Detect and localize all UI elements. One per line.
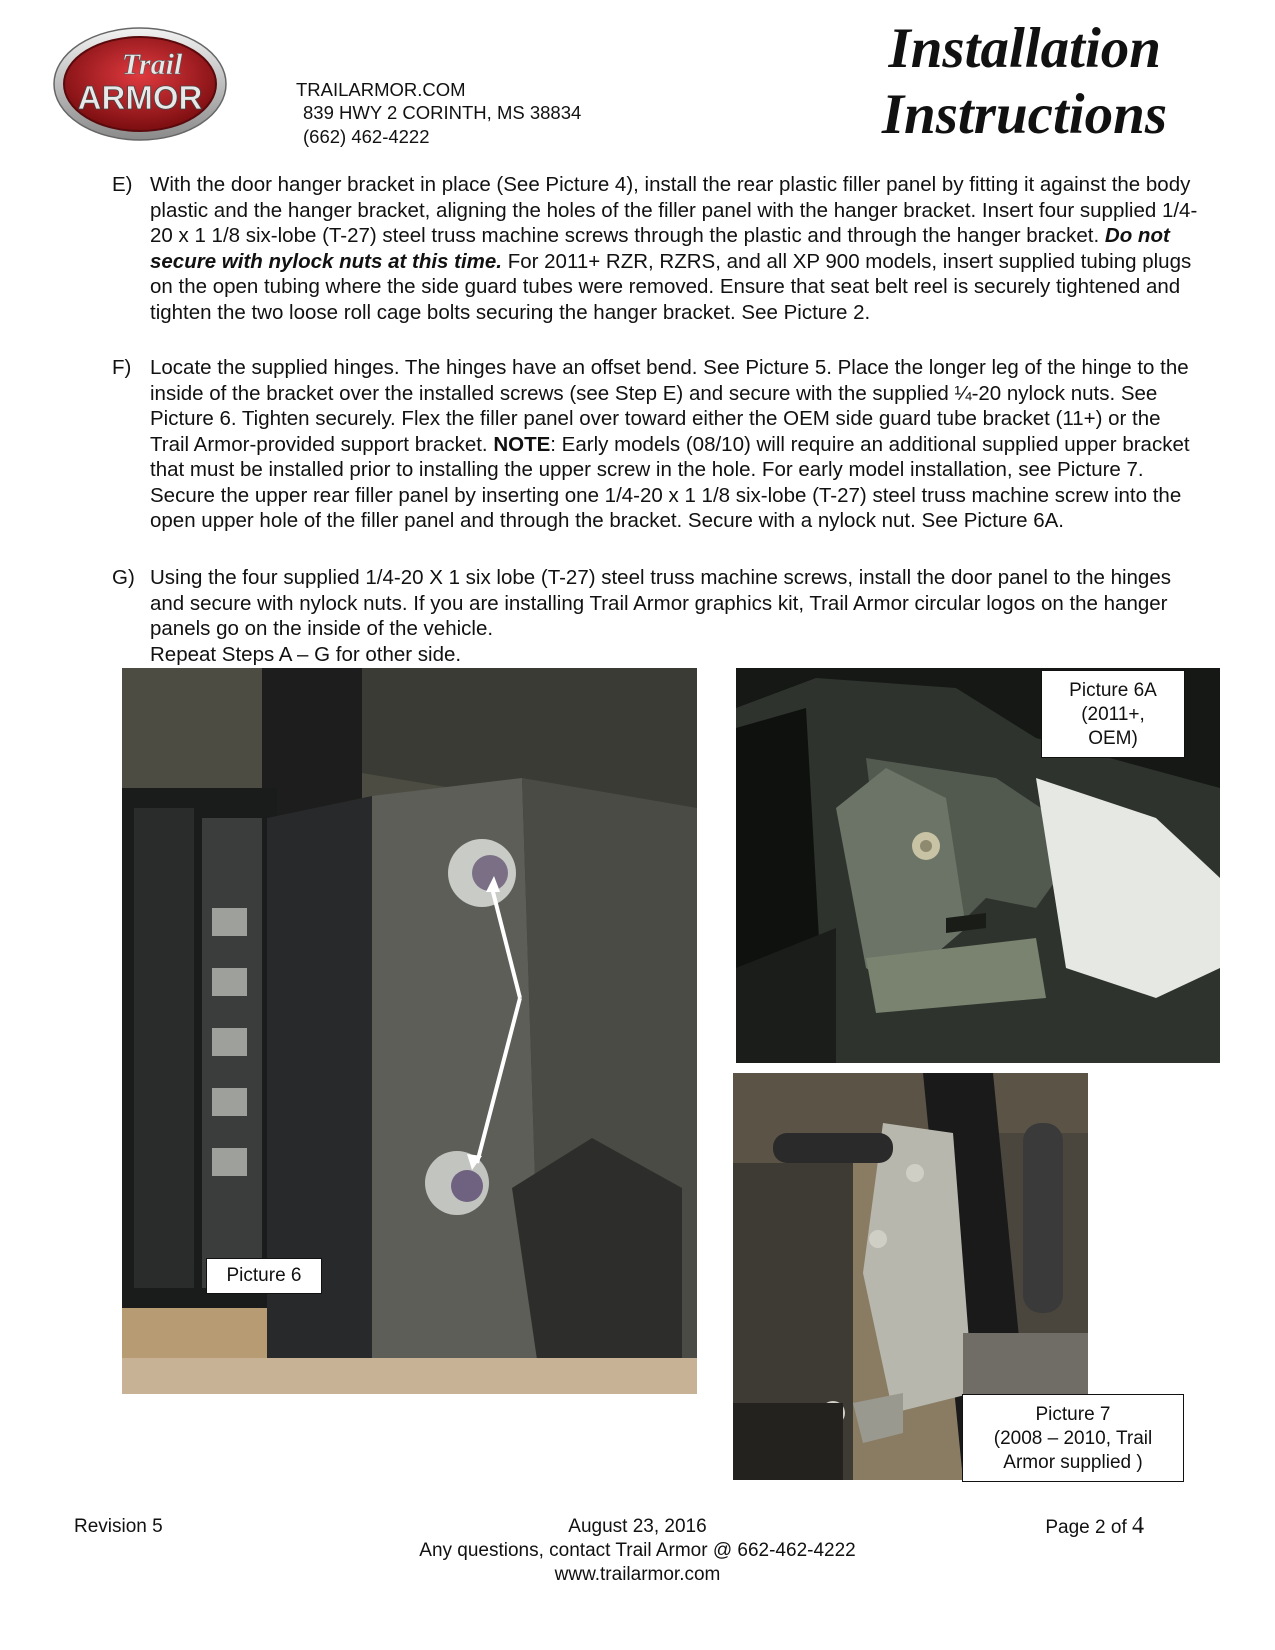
label-line: Picture 7 xyxy=(1035,1404,1111,1425)
step-note-label: NOTE xyxy=(493,432,551,456)
step-body xyxy=(150,172,1202,325)
svg-text:ARMOR: ARMOR xyxy=(77,79,203,116)
page-title-line2: Instructions xyxy=(881,83,1167,146)
step-body xyxy=(150,355,1202,534)
page-total: 4 xyxy=(1132,1513,1144,1539)
step-text: Using the four supplied 1/4-20 X 1 six lobe (T-27) steel truss machine screws, install the door panel to the hinges and secure with nylock nuts. If you are installing Trail Armor graphics kit, Trail Armor circular logos on the hanger panels go on the inside of the vehicle. xyxy=(150,566,1171,640)
page-title-line1: Installation xyxy=(888,17,1161,80)
picture-7-label xyxy=(962,1394,1184,1482)
step-letter: F) xyxy=(112,356,132,379)
step-e xyxy=(112,172,1202,325)
footer-date: August 23, 2016 xyxy=(568,1516,707,1537)
picture-6a-label xyxy=(1041,670,1185,758)
step-f xyxy=(112,355,1202,534)
label-line: Armor supplied ) xyxy=(1003,1452,1143,1473)
label-line: (2008 – 2010, Trail xyxy=(993,1428,1153,1449)
step-letter: G) xyxy=(112,566,135,589)
company-website: TRAILARMOR.COM xyxy=(296,79,466,100)
step-body xyxy=(150,565,1202,667)
label-line: OEM) xyxy=(1088,728,1138,749)
step-text: : Early models (08/10) will require an additional supplied upper bracket that must be installed prior to installing the upper screw in the hole. For early model installation, see Picture 7. Secure the upper rear filler panel by inserting one 1/4-20 x 1 1/8 six-lobe (T-27) steel truss machine screw into the open upper hole of the filler panel and through the bracket. Secure with a nylock nut. See Picture 6A. xyxy=(150,432,1190,532)
step-warning: Do not secure with nylock nuts at this time. xyxy=(150,224,1170,273)
footer-url-link[interactable]: www.trailarmor.com xyxy=(554,1564,721,1585)
footer-revision: Revision 5 xyxy=(74,1516,163,1537)
step-text: With the door hanger bracket in place (See Picture 4), install the rear plastic filler panel by fitting it against the body plastic and the hanger bracket, aligning the holes of the filler panel with the hanger bracket. Insert four supplied 1/4-20 x 1 1/8 six-lobe (T-27) steel truss machine screws through the plastic and through the hanger bracket. xyxy=(150,173,1198,247)
label-line: (2011+, xyxy=(1081,704,1145,725)
footer-page-number xyxy=(1045,1514,1144,1540)
logo-badge-icon xyxy=(52,24,232,144)
step-g xyxy=(112,565,1202,667)
picture-6-label: Picture 6 xyxy=(206,1258,322,1294)
step-text: Locate the supplied hinges. The hinges have an offset bend. See Picture 5. Place the longer leg of the hinge to the inside of the bracket over the installed screws (see Step E) and secure with the supplied ¼-20 nylock nuts. See Picture 6. Tighten securely. Flex the filler panel over toward either the OEM side guard tube bracket (11+) or the Trail Armor-provided support bracket. xyxy=(150,356,1189,456)
step-text: For 2011+ RZR, RZRS, and all XP 900 models, insert supplied tubing plugs on the open tubing where the side guard tubes were removed. Ensure that seat belt reel is securely tightened and tighten the two loose roll cage bolts securing the hanger bracket. See Picture 2. xyxy=(150,249,1192,324)
svg-text:Trail: Trail xyxy=(121,48,183,81)
label-line: Picture 6A xyxy=(1069,680,1157,701)
page-prefix: Page 2 of xyxy=(1045,1517,1132,1538)
company-address: 839 HWY 2 CORINTH, MS 38834 xyxy=(303,102,582,123)
company-phone: (662) 462-4222 xyxy=(303,126,430,147)
trail-armor-logo xyxy=(52,24,232,144)
footer-contact: Any questions, contact Trail Armor @ 662-462-4222 xyxy=(419,1540,856,1561)
step-repeat-note: Repeat Steps A – G for other side. xyxy=(150,642,462,666)
step-letter: E) xyxy=(112,173,133,196)
